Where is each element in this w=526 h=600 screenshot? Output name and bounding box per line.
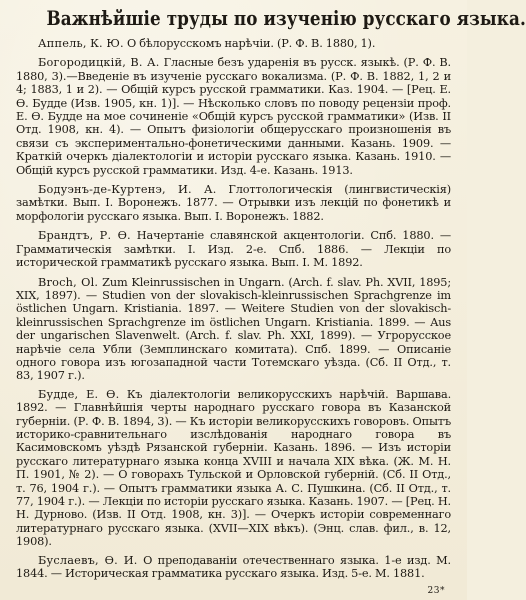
- entry-author: Буслаевъ, Ѳ. И.: [38, 553, 138, 567]
- entry-text: Начертаніе славянской акцентологіи. Спб. 1880. — Грамматическія замѣтки. I. Изд. 2-е. Спб. 1886. — Лекціи по исторической грамматикѣ русскаго языка. Вып. I. М. 1892.: [16, 229, 451, 270]
- bibliography-entry: [16, 229, 451, 269]
- bibliography-entry: [16, 388, 451, 549]
- entry-text: О преподаваніи отечественнаго языка. 1-е изд. М. 1844. — Историческая грамматика русскаго языка. Изд. 5-е. М. 1881.: [16, 553, 451, 581]
- entry-author: Богородицкій, В. А.: [38, 56, 160, 70]
- entry-author: Бодуэнъ-де-Куртенэ, И. А.: [38, 183, 217, 197]
- bibliography-entry: [16, 56, 451, 177]
- page-number: 23*: [427, 586, 445, 596]
- entry-text: Zum Kleinrussischen in Ungarn. (Arch. f. slav. Ph. XVII, 1895; XIX, 1897). — Studien von der slovakisch-kleinrussischen Sprachgrenze im östlichen Ungarn. Kristiania. 1897. — Weitere Studien von der slovakisch-kleinrussischen Sprachgrenze im östlichen Ungarn. Kristiania. 1899. — Aus der ungarischen Slavenwelt. (Arch. f. slav. Ph. XXI, 1899). — Угрорусское нарѣчіе села Убли (Земплинскаго комитата). Спб. 1899. — Описаніе одного говора изъ югозападной части Тотемскаго уѣзда. (Сб. II Отд., т. 83, 1907 г.).: [16, 275, 451, 383]
- entry-text: Къ діалектологіи великорусскихъ нарѣчій. Варшава. 1892. — Главнѣйшія черты народнаго русскаго говора въ Казанской губерніи. (Р. Ф. В. 1894, 3). — Къ исторіи великорусскихъ говоровъ. Опытъ историко-сравнительнаго изслѣдованія народнаго говора въ Касимовскомъ уѣздѣ Рязанской губерніи. Казань. 1896. — Изъ исторіи русскаго литературнаго языка конца XVIII и начала XIX вѣка. (Ж. М. Н. П. 1901, № 2). — О говорахъ Тульской и Орловской губерній. (Сб. II Отд., т. 76, 1904 г.). — Опытъ грамматики языка А. С. Пушкина. (Сб. II Отд., т. 77, 1904 г.). — Лекціи по исторіи русскаго языка. Казань. 1907. — [Рец. Н. Н. Дурново. (Изв. II Отд. 1908, кн. 3)]. — Очеркъ исторіи современнаго литературнаго русскаго языка. (XVII—XIX вѣкъ). (Энц. слав. фил., в. 12, 1908).: [16, 387, 452, 549]
- bibliography-list: [16, 37, 451, 580]
- bibliography-entry: [16, 183, 451, 223]
- bibliography-entry: [16, 554, 451, 581]
- entry-text: Гласные безъ ударенія въ русск. языкѣ. (Р. Ф. В. 1880, 3).—Введеніе въ изученіе русскаго вокализма. (Р. Ф. В. 1882, 1, 2 и 4; 1883, 1 и 2). — Общій курсъ русской грамматики. Каз. 1904. — [Рец. Е. Ѳ. Будде (Изв. 1905, кн. 1)]. — Нѣсколько словъ по поводу рецензіи проф. Е. Ѳ. Будде на мое сочиненіе «Общій курсъ русской грамматики» (Изв. II Отд. 1908, кн. 4). — Опытъ физіологіи общерусскаго произношенія въ связи съ экспериментально-фонетическими данными. Казань. 1909. — Краткій очеркъ діалектологіи и исторіи русскаго языка. Казань. 1910. — Общій курсъ русской грамматики. Изд. 4-е. Казань. 1913.: [16, 56, 451, 177]
- entry-author: Аппель, К. Ю.: [38, 37, 124, 50]
- entry-author: Broch, Ol.: [38, 275, 99, 289]
- entry-author: Будде, Е. Ѳ.: [38, 387, 120, 401]
- entry-text: Глоттологическія (лингвистическія) замѣтки. Вып. I. Воронежъ. 1877. — Отрывки изъ лекцій по фонетикѣ и морфологіи русскаго языка. Вып. I. Воронежъ. 1882.: [16, 183, 451, 223]
- entry-author: Брандтъ, Р. Ѳ.: [38, 229, 131, 243]
- bibliography-entry: [16, 37, 451, 50]
- page-title: Важнѣйшіе труды по изученію русскаго языка.: [46, 7, 526, 30]
- entry-text: О бѣлорусскомъ нарѣчіи. (Р. Ф. В. 1880, 1).: [123, 37, 376, 50]
- bibliography-entry: [16, 276, 451, 383]
